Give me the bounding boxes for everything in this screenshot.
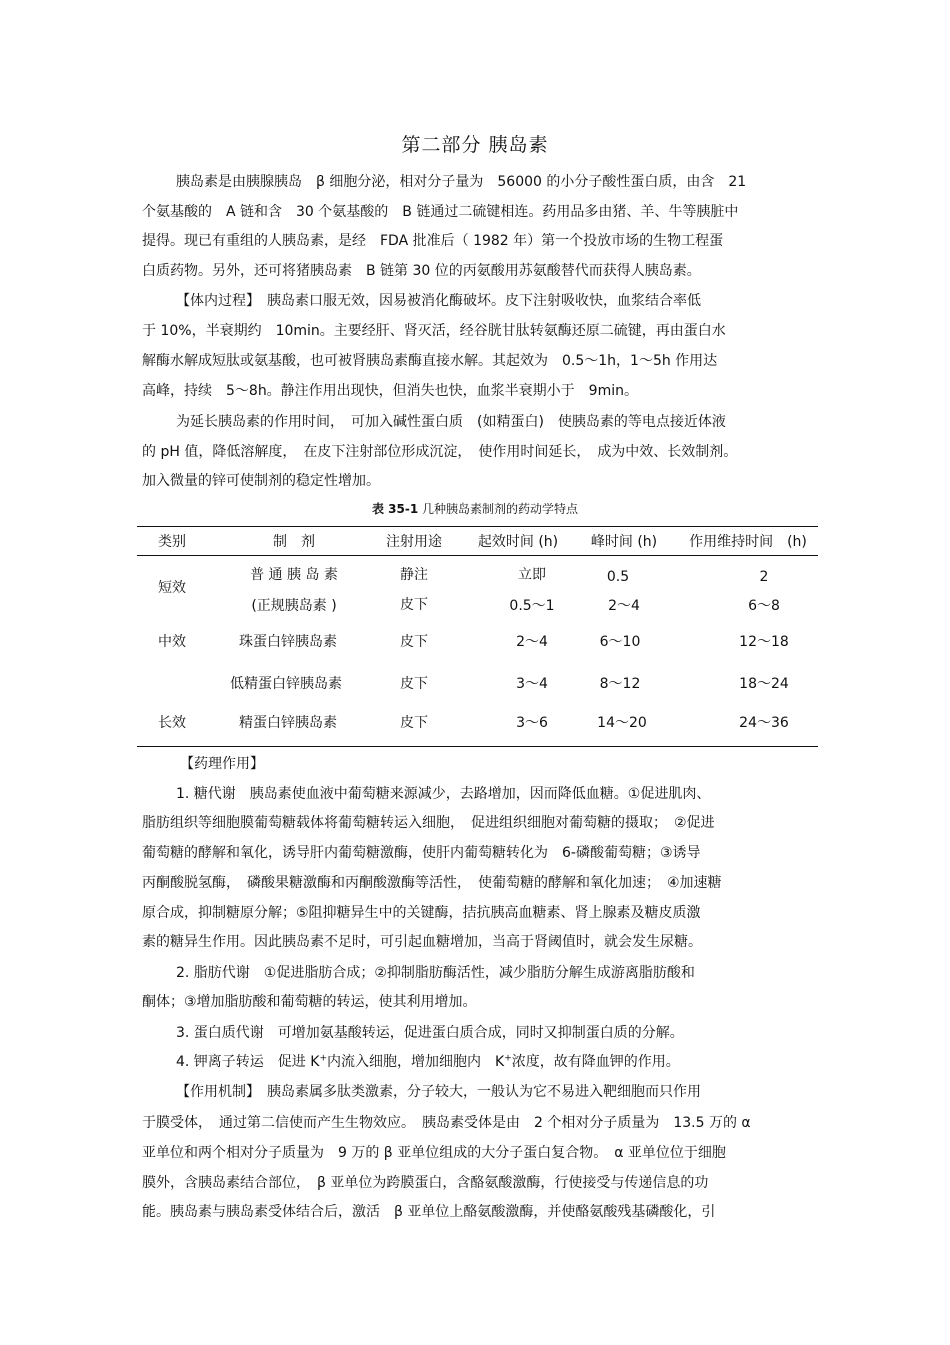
cell-category: 中效 xyxy=(158,634,186,650)
header-onset: 起效时间 (h) xyxy=(477,534,559,550)
cell-peak: 6～10 xyxy=(599,634,641,650)
text-line: 原合成，抑制糖原分解；⑤阻抑糖异生中的关键酶，拮抗胰高血糖素、肾上腺素及糖皮质激 xyxy=(142,905,701,921)
text-line: 于膜受体， 通过第二信使而产生生物效应。 胰岛素受体是由 2 个相对分子质量为 13.5 万的 α xyxy=(142,1115,751,1131)
table-caption xyxy=(0,500,950,517)
cell-onset: 3～6 xyxy=(516,715,548,731)
cell-duration: 18～24 xyxy=(739,676,789,692)
text-line: 丙酮酸脱氢酶， 磷酸果糖激酶和丙酮酸激酶等活性， 使葡萄糖的酵解和氧化加速； ④加速糖 xyxy=(142,875,722,891)
text-line: 解酶水解成短肽或氨基酸，也可被肾胰岛素酶直接水解。其起效为 0.5～1h，1～5h 作用达 xyxy=(142,353,718,369)
table-caption-text: 几种胰岛素制剂的药动学特点 xyxy=(422,502,579,516)
cell-category: 短效 xyxy=(158,580,186,596)
text-line: 为延长胰岛素的作用时间， 可加入碱性蛋白质 (如精蛋白) 使胰岛素的等电点接近体液 xyxy=(176,414,726,430)
text-line: 葡萄糖的酵解和氧化，诱导肝内葡萄糖激酶，使肝内葡萄糖转化为 6-磷酸葡萄糖；③诱导 xyxy=(142,845,701,861)
section-heading: 【药理作用】 xyxy=(180,756,264,772)
header-duration: 作用维持时间 (h) xyxy=(689,534,807,550)
cell-route: 皮下 xyxy=(400,715,428,731)
text-line: 【体内过程】 胰岛素口服无效，因易被消化酶破坏。皮下注射吸收快，血浆结合率低 xyxy=(176,293,701,309)
cell-route: 皮下 xyxy=(400,676,428,692)
cell-peak: 14～20 xyxy=(597,715,647,731)
header-route: 注射用途 xyxy=(386,534,442,550)
text-line: 亚单位和两个相对分子质量为 9 万的 β 亚单位组成的大分子蛋白复合物。 α 亚单位位于细胞 xyxy=(142,1145,726,1161)
potassium-line xyxy=(176,1052,822,1072)
cell-onset: 0.5～1 xyxy=(509,598,555,614)
cell-preparation: 精蛋白锌胰岛素 xyxy=(239,715,337,731)
text-span: 浓度，故有降血钾的作用。 xyxy=(511,1054,680,1070)
text-line: 提得。现已有重组的人胰岛素，是经 FDA 批准后（ 1982 年）第一个投放市场的生物工程蛋 xyxy=(142,233,724,249)
text-line: 酮体；③增加脂肪酸和葡萄糖的转运，使其利用增加。 xyxy=(142,994,477,1010)
cell-route: 皮下 xyxy=(400,634,428,650)
cell-preparation: 低精蛋白锌胰岛素 xyxy=(230,676,342,692)
cell-duration: 12～18 xyxy=(739,634,789,650)
superscript-plus: + xyxy=(319,1053,327,1064)
text-line: 脂肪组织等细胞膜葡萄糖载体将葡萄糖转运入细胞， 促进组织细胞对葡萄糖的摄取； ②促进 xyxy=(142,815,715,831)
cell-duration: 24～36 xyxy=(739,715,789,731)
cell-preparation: (正规胰岛素 ) xyxy=(251,598,337,614)
text-line: 的 pH 值，降低溶解度， 在皮下注射部位形成沉淀， 使作用时间延长， 成为中效、长效制剂。 xyxy=(142,444,738,460)
text-line: 素的糖异生作用。因此胰岛素不足时，可引起血糖增加，当高于肾阈值时，就会发生尿糖。 xyxy=(142,934,702,950)
superscript-plus: + xyxy=(504,1053,512,1064)
cell-onset: 3～4 xyxy=(516,676,548,692)
table-bottom-rule xyxy=(137,746,818,747)
text-line: 于 10%，半衰期约 10min。主要经肝、肾灭活，经谷胱甘肽转氨酶还原二硫键，再由蛋白水 xyxy=(142,323,726,339)
cell-route: 静注 xyxy=(400,567,428,583)
text-line: 1. 糖代谢 胰岛素使血液中葡萄糖来源减少，去路增加，因而降低血糖。①促进肌肉、 xyxy=(176,786,711,802)
cell-onset: 2～4 xyxy=(516,634,548,650)
cell-duration: 2 xyxy=(759,569,769,585)
text-line: 【作用机制】 胰岛素属多肽类激素，分子较大，一般认为它不易进入靶细胞而只作用 xyxy=(176,1084,701,1100)
text-line: 加入微量的锌可使制剂的稳定性增加。 xyxy=(142,473,380,489)
cell-preparation: 珠蛋白锌胰岛素 xyxy=(239,634,337,650)
text-line: 个氨基酸的 A 链和含 30 个氨基酸的 B 链通过二硫键相连。药用品多由猪、羊、牛等胰脏中 xyxy=(142,204,739,220)
table-header-rule xyxy=(137,555,818,556)
cell-peak: 2～4 xyxy=(608,598,640,614)
table-number: 表 35-1 xyxy=(371,502,419,516)
cell-route: 皮下 xyxy=(400,597,428,613)
text-line: 高峰，持续 5～8h。静注作用出现快，但消失也快，血浆半衰期小于 9min。 xyxy=(142,383,638,399)
header-category: 类别 xyxy=(158,534,186,550)
text-line: 3. 蛋白质代谢 可增加氨基酸转运，促进蛋白质合成，同时又抑制蛋白质的分解。 xyxy=(176,1025,684,1041)
text-line: 能。胰岛素与胰岛素受体结合后，激活 β 亚单位上酪氨酸激酶，并使酪氨酸残基磷酸化，引 xyxy=(142,1204,716,1220)
text-span: 内流入细胞，增加细胞内 K xyxy=(327,1054,505,1070)
table-top-rule xyxy=(137,526,818,527)
cell-preparation: 普 通 胰 岛 素 xyxy=(250,567,338,583)
text-line: 膜外，含胰岛素结合部位， β 亚单位为跨膜蛋白，含酪氨酸激酶，行使接受与传递信息的功 xyxy=(142,1175,709,1191)
header-preparation: 制 剂 xyxy=(273,534,315,550)
text-line: 白质药物。另外，还可将猪胰岛素 B 链第 30 位的丙氨酸用苏氨酸替代而获得人胰岛素。 xyxy=(142,263,701,279)
text-span: 4. 钾离子转运 促进 K xyxy=(176,1054,320,1070)
page-title: 第二部分 胰岛素 xyxy=(401,134,549,156)
cell-peak: 0.5 xyxy=(606,569,630,585)
cell-peak: 8～12 xyxy=(599,676,641,692)
header-peak: 峰时间 (h) xyxy=(590,534,658,550)
text-line: 2. 脂肪代谢 ①促进脂肪合成；②抑制脂肪酶活性，减少脂肪分解生成游离脂肪酸和 xyxy=(176,965,695,981)
cell-category: 长效 xyxy=(158,715,186,731)
cell-duration: 6～8 xyxy=(748,598,780,614)
cell-onset: 立即 xyxy=(518,567,546,583)
text-line: 胰岛素是由胰腺胰岛 β 细胞分泌，相对分子量为 56000 的小分子酸性蛋白质，由含 21 xyxy=(176,174,747,190)
